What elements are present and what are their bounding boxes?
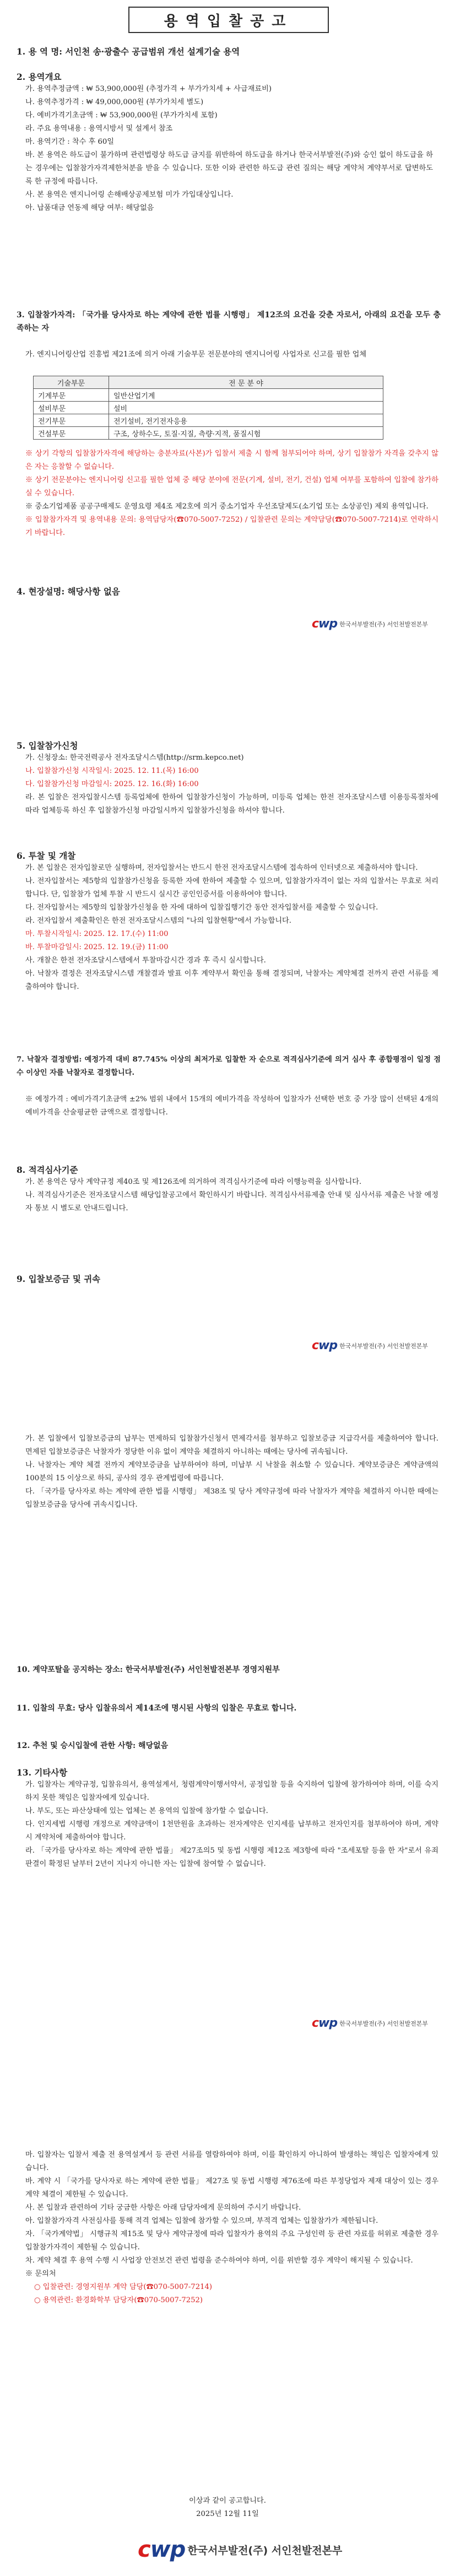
s6-item: 사. 개찰은 한전 전자조달시스템에서 투찰마감시간 경과 후 즉시 실시합니다. bbox=[25, 956, 266, 965]
section-2-items bbox=[25, 83, 433, 215]
s3-note: ※ 상기 각항의 입찰참가자격에 해당하는 충분자료(사본)가 입찰서 제출 시 함께 첨부되어야 하며, 상기 입찰참가 자격을 갖추지 않은 자는 응찰할 수 없습니다. bbox=[25, 450, 438, 471]
table-cell: 전기설비, 전기전자응용 bbox=[109, 414, 383, 427]
s13-item: 가. 입찰자는 계약규정, 입찰유의서, 용역설계서, 청렴계약이행서약서, 공정입찰 등을 숙지하여 입찰에 참가하여야 하며, 이를 숙지하지 못한 책임은 입찰자에게 있습니다. bbox=[25, 1781, 438, 1802]
fields-header-cell: 전 문 분 야 bbox=[109, 376, 383, 389]
s13-item: 바. 계약 시 「국가를 당사자로 하는 계약에 관한 법률」 제27조 및 동법 시행령 제76조에 따른 부정당업자 제재 대상이 있는 경우 계약 체결이 제한될 수 있습니다. bbox=[25, 2177, 438, 2199]
brand-logo bbox=[312, 2016, 428, 2030]
table-row bbox=[34, 427, 383, 440]
brand-logo bbox=[312, 1339, 428, 1352]
title-box bbox=[128, 7, 329, 33]
logo-text: 한국서부발전(주) 서인천발전본부 bbox=[339, 1342, 428, 1350]
s3-note: ※ 중소기업제품 공공구매제도 운영요령 제4조 제2호에 의거 중소기업자 우선조달제도(소기업 또는 소상공인) 제외 용역입니다. bbox=[25, 502, 429, 511]
s5-item: 가. 신청장소: 한국전력공사 전자조달시스템(http://srm.kepco.net) bbox=[25, 754, 244, 762]
s6-item: 바. 투찰마감일시: 2025. 12. 19.(금) 11:00 bbox=[25, 943, 169, 951]
contacts-title: ※ 문의처 bbox=[25, 2270, 56, 2278]
section-2-heading: 2. 용역개요 bbox=[17, 72, 62, 82]
logo-mark: cwp bbox=[138, 2537, 186, 2562]
logo-text: 한국서부발전(주) 서인천발전본부 bbox=[187, 2544, 343, 2557]
section-6-items bbox=[25, 862, 438, 994]
s5-item: 나. 입찰참가신청 시작일시: 2025. 12. 11.(목) 16:00 bbox=[25, 767, 199, 775]
s13-item: 라. 「국가를 당사자로 하는 계약에 관한 법률」 제27조의5 및 동법 시행령 제12조 제3항에 따라 "조세포탈 등을 한 자"로서 유죄판결이 확정된 날부터 2년이 지나지 아니한 자는 입찰에 참여할 수 없습니다. bbox=[25, 1847, 438, 1868]
fields-header-row bbox=[34, 376, 383, 389]
footer-logo bbox=[138, 2537, 342, 2562]
s6-item: 라. 전자입찰서 제출확인은 한전 전자조달시스템의 "나의 입찰현황"에서 가능합니다. bbox=[25, 917, 291, 925]
table-cell: 설비부문 bbox=[34, 402, 109, 414]
s13-item: 차. 계약 체결 후 용역 수행 시 사업장 안전보건 관련 법령을 준수하여야 하며, 이를 위반할 경우 계약이 해지될 수 있습니다. bbox=[25, 2256, 413, 2265]
s3-note: ※ 입찰참가자격 및 용역내용 문의: 용역담당자(☎070-5007-7252) / 입찰관련 문의는 계약담당(☎070-5007-7214)로 연락하시기 바랍니다. bbox=[25, 516, 438, 537]
section-4: 4. 현장설명: 해당사항 없음 bbox=[17, 586, 120, 597]
section-9-items bbox=[25, 1432, 438, 1512]
s13-item: 다. 인지세법 시행령 개정으로 계약금액이 1천만원을 초과하는 전자계약은 인지세를 납부하고 전자인지를 첨부하여야 하며, 계약 시 계약처에 제출하여야 합니다. bbox=[25, 1820, 438, 1842]
section-13-items bbox=[25, 1778, 438, 1871]
contact-item: ○ 입찰관련: 경영지원부 계약 담당(☎070-5007-7214) bbox=[34, 2283, 213, 2291]
s8-item: 가. 본 용역은 당사 계약규정 제40조 및 제126조에 의거하여 적격심사기준에 따라 이행능력을 심사합니다. bbox=[25, 1178, 362, 1186]
s6-item: 다. 전자입찰서는 제5항의 입찰참가신청을 한 자에 대하여 입찰집행기간 동안 전자입찰서를 제출할 수 있습니다. bbox=[25, 903, 378, 912]
section-12: 12. 추천 및 승시입찰에 관한 사항: 해당없음 bbox=[17, 1741, 169, 1750]
s13-item: 나. 부도, 또는 파산상태에 있는 업체는 본 용역의 입찰에 참가할 수 없습니다. bbox=[25, 1807, 268, 1815]
s6-item: 아. 낙찰자 결정은 전자조달시스템 개찰결과 발표 이후 계약부서 확인을 통해 결정되며, 낙찰자는 계약체결 전까지 관련 서류를 제출하여야 합니다. bbox=[25, 970, 438, 991]
fields-table bbox=[33, 376, 383, 440]
logo-mark: cwp bbox=[312, 2016, 338, 2030]
s6-item: 나. 전자입찰서는 제5항의 입찰참가신청을 등록한 자에 한하여 제출할 수 있으며, 입찰참가자격이 없는 자의 입찰서는 무효로 처리합니다. 단, 입찰참가 업체 투찰 시 반드시 실시간 공인인증서를 이용하여야 합니다. bbox=[25, 877, 438, 899]
table-cell: 건설부문 bbox=[34, 427, 109, 440]
section-11: 11. 입찰의 무효: 당사 입찰유의서 제14조에 명시된 사항의 입찰은 무효로 합니다. bbox=[17, 1704, 297, 1713]
s9-item: 가. 본 입찰에서 입찰보증금의 납부는 면제하되 입찰참가신청서 면제각서를 첨부하고 입찰보증금 지급각서를 제출하여야 합니다. 면제된 입찰보증금은 낙찰자가 정당한 이유 없이 계약을 체결하지 아니하는 때에는 당사에 귀속됩니다. bbox=[25, 1435, 438, 1456]
s2-item: 아. 납품대금 연동제 해당 여부: 해당없음 bbox=[25, 204, 154, 212]
logo-mark: cwp bbox=[312, 1339, 338, 1352]
s13-item: 사. 본 입찰과 관련하여 기타 궁금한 사항은 아래 담당자에게 문의하여 주시기 바랍니다. bbox=[25, 2204, 301, 2212]
fields-header-cell: 기술부문 bbox=[34, 376, 109, 389]
section-13-heading: 13. 기타사항 bbox=[17, 1767, 68, 1778]
table-row bbox=[34, 389, 383, 402]
table-row bbox=[34, 414, 383, 427]
s2-item: 가. 용역추정금액 : ₩ 53,900,000원 (추정가격 + 부가가치세 + 사급재료비) bbox=[25, 85, 272, 93]
s5-item: 라. 본 입찰은 전자입찰시스템 등록업체에 한하여 입찰참가신청이 가능하며, 미등록 업체는 한전 전자조달시스템 이용등록절차에 따라 업체등록 하신 후 입찰참가신청 마감일시까지 입찰참가신청을 하셔야 합니다. bbox=[25, 793, 438, 815]
section-8-heading: 8. 적격심사기준 bbox=[17, 1165, 78, 1175]
contact-item: ○ 용역관련: 환경화학부 담당자(☎070-5007-7252) bbox=[34, 2296, 203, 2304]
section-3-notes bbox=[25, 447, 438, 540]
s8-item: 나. 적격심사기준은 전자조달시스템 해당입찰공고에서 확인하시기 바랍니다. 적격심사서류제출 안내 및 심사서류 제출은 낙찰 예정자 통보 시 별도로 안내드립니다. bbox=[25, 1191, 438, 1213]
table-cell: 전기부문 bbox=[34, 414, 109, 427]
section-3-heading: 3. 입찰참가자격: 「국가를 당사자로 하는 계약에 관한 법률 시행령」 제12조의 요건을 갖춘 자로서, 아래의 요건을 모두 충족하는 자 bbox=[17, 311, 441, 333]
table-cell: 기계부문 bbox=[34, 389, 109, 402]
section-7-note: ※ 예정가격 : 예비가격기초금액 ±2% 범위 내에서 15개의 예비가격을 작성하여 입찰자가 선택한 번호 중 가장 많이 선택된 4개의 예비가격을 산술평균한 금액으로 결정합니다. bbox=[25, 1095, 438, 1117]
s5-item: 다. 입찰참가신청 마감일시: 2025. 12. 16.(화) 16:00 bbox=[25, 780, 199, 788]
section-10: 10. 계약포탈을 공지하는 장소: 한국서부발전(주) 서인천발전본부 경영지원부 bbox=[17, 1665, 280, 1674]
closing-text: 이상과 같이 공고합니다. bbox=[189, 2497, 266, 2505]
s2-item: 바. 본 용역은 하도급이 불가하며 관련법령상 하도급 금지를 위반하여 하도급을 하거나 한국서부발전(주)와 승인 없이 하도급을 하는 경우에는 입찰참가자격제한처분을 받을 수 있습니다. 또한 이와 관련한 하도급 관련 질의는 해당 계약처 계약부서로 답변하도록 한 규정에 따릅니다. bbox=[25, 151, 433, 186]
section-1: 1. 용 역 명: 서인천 송·광출수 공급범위 개선 설계기술 용역 bbox=[17, 46, 240, 57]
logo-text: 한국서부발전(주) 서인천발전본부 bbox=[339, 620, 428, 628]
table-cell: 일반산업기계 bbox=[109, 389, 383, 402]
table-cell: 설비 bbox=[109, 402, 383, 414]
section-6-heading: 6. 투찰 및 개찰 bbox=[17, 851, 76, 861]
section-8-items bbox=[25, 1176, 438, 1215]
s3-note: ※ 상기 전문분야는 엔지니어링 신고를 필한 업체 중 해당 분야에 전문(기계, 설비, 전기, 건설) 업체 여부를 포함하여 입찰에 참가하실 수 있습니다. bbox=[25, 476, 438, 497]
s6-item: 가. 본 입찰은 전자입찰로만 실행하며, 전자입찰서는 반드시 한전 전자조달시스템에 접속하여 인터넷으로 제출하셔야 합니다. bbox=[25, 864, 418, 872]
section-3-sub: 가. 엔지니어링산업 진흥법 제21조에 의거 아래 기술부문 전문분야의 엔지니어링 사업자로 신고를 필한 업체 bbox=[25, 350, 367, 359]
section-13-items-cont bbox=[25, 2149, 438, 2307]
s9-item: 다. 「국가를 당사자로 하는 계약에 관한 법률 시행령」 제38조 및 당사 계약규정에 따라 낙찰자가 계약을 체결하지 아니한 때에는 입찰보증금을 당사에 귀속시킵니다. bbox=[25, 1487, 438, 1509]
announcement-date: 2025년 12월 11일 bbox=[196, 2510, 259, 2518]
section-5-heading: 5. 입찰참가신청 bbox=[17, 740, 78, 751]
s2-item: 나. 용역추정가격 : ₩ 49,000,000원 (부가가치세 별도) bbox=[25, 98, 204, 106]
page-title: 용역입찰공고 bbox=[164, 13, 294, 30]
logo-mark: cwp bbox=[312, 617, 338, 631]
s2-item: 라. 주요 용역내용 : 용역시방서 및 설계서 참조 bbox=[25, 125, 173, 133]
section-9-heading: 9. 입찰보증금 및 귀속 bbox=[17, 1274, 101, 1284]
s2-item: 다. 예비가격기초금액 : ₩ 53,900,000원 (부가가치세 포함) bbox=[25, 111, 218, 120]
s13-item: 아. 입찰참가자격 사전심사를 통해 적격 업체는 입찰에 참가할 수 있으며, 부적격 업체는 입찰참가가 제한됩니다. bbox=[25, 2217, 378, 2225]
s13-item: 자. 「국가계약법」 시행규칙 제15조 및 당사 계약규정에 따라 입찰자가 용역의 주요 구성인력 등 관련 자료를 허위로 제출한 경우 입찰참가자격이 제한될 수 있습니다. bbox=[25, 2230, 438, 2252]
brand-logo bbox=[312, 617, 428, 631]
logo-text: 한국서부발전(주) 서인천발전본부 bbox=[339, 2020, 428, 2027]
table-row bbox=[34, 402, 383, 414]
s6-item: 마. 투찰시작일시: 2025. 12. 17.(수) 11:00 bbox=[25, 930, 169, 938]
s13-item: 마. 입찰자는 입찰서 제출 전 용역설계서 등 관련 서류를 열람하여야 하며, 이를 확인하지 아니하여 발생하는 책임은 입찰자에게 있습니다. bbox=[25, 2151, 438, 2172]
section-7: 7. 낙찰자 결정방법: 예정가격 대비 87.745% 이상의 최저가로 입찰한 자 순으로 적격심사기준에 의거 심사 후 종합평점이 일정 점수 이상인 자를 낙찰자로 결정합니다. bbox=[17, 1056, 441, 1077]
s9-item: 나. 낙찰자는 계약 체결 전까지 계약보증금을 납부하여야 하며, 미납부 시 낙찰을 취소할 수 있습니다. 계약보증금은 계약금액의 100분의 15 이상으로 하되, 공사의 경우 관계법령에 따릅니다. bbox=[25, 1461, 438, 1482]
table-cell: 구조, 상하수도, 토질·지질, 측량·지적, 품질시험 bbox=[109, 427, 383, 440]
s2-item: 사. 본 용역은 엔지니어링 손해배상공제보험 미가 가입대상입니다. bbox=[25, 191, 234, 199]
section-5-items bbox=[25, 751, 438, 818]
s2-item: 마. 용역기간 : 착수 후 60일 bbox=[25, 138, 115, 146]
